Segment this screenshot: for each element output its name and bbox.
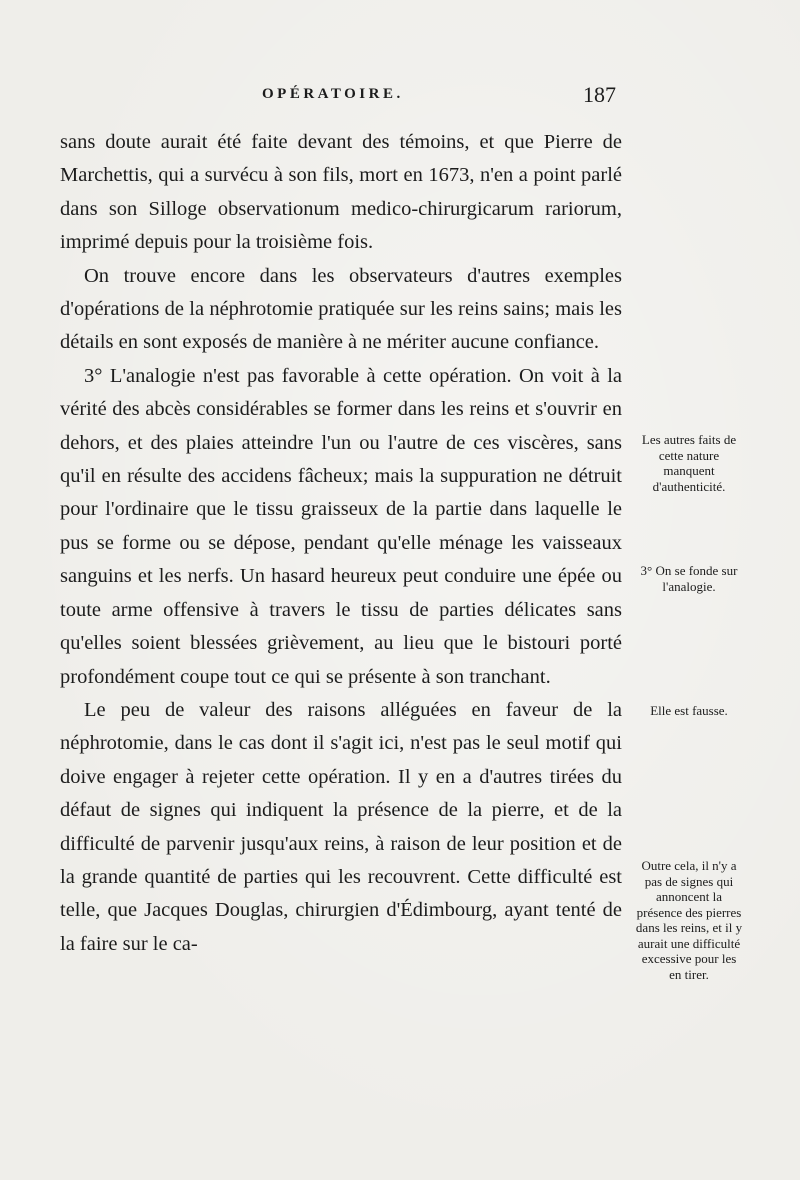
main-text <box>60 126 622 961</box>
running-head: OPÉRATOIRE. <box>262 86 404 102</box>
page-number: 187 <box>583 82 616 107</box>
paragraph-4: Le peu de valeur des raisons alléguées en faveur de la néphrotomie, dans le cas dont il s'agit ici, n'est pas le seul motif qui doive engager à rejeter cette opération. Il y en a d'autres tirées du défaut de signes qui indiquent la présence de la pierre, et de la difficulté de parvenir jusqu'aux reins, à raison de leur position et de la grande quantité de parties qui les recouvrent. Cette difficulté est telle, que Jacques Douglas, chirurgien d'Édimbourg, ayant tenté de la faire sur le ca- <box>60 698 622 955</box>
paragraph-2: On trouve encore dans les observateurs d'autres exemples d'opérations de la néphrotomie pratiquée sur les reins sains; mais les détails en sont exposés de manière à ne mériter aucune confiance. <box>60 264 622 354</box>
margin-note-false: Elle est fausse. <box>650 703 728 718</box>
margin-note-authenticity: Les autres faits de cette nature manquent d'authenticité. <box>641 432 737 494</box>
paragraph-1: sans doute aurait été faite devant des témoins, et que Pierre de Marchettis, qui a survécu à son fils, mort en 1673, n'en a point parlé dans son Silloge observationum medico-chirurgicarum rariorum, imprimé depuis pour la troisième fois. <box>60 131 622 254</box>
page-header <box>0 82 800 112</box>
margin-note-signs: Outre cela, il n'y a pas de signes qui annoncent la présence des pierres dans les reins, et il y aurait une difficulté excessive pour les en tirer. <box>635 858 743 982</box>
paragraph-3: 3° L'analogie n'est pas favorable à cette opération. On voit à la vérité des abcès considérables se former dans les reins et s'ouvrir en dehors, et des plaies atteindre l'un ou l'autre de ces viscères, sans qu'il en résulte des accidens fâcheux; mais la suppuration ne détruit pour l'ordinaire que le tissu graisseux de la partie dans laquelle le pus se forme ou se dépose, pendant qu'elle ménage les vaisseaux sanguins et les nerfs. Un hasard heureux peut conduire une épée ou toute arme offensive à travers le tissu de parties délicates sans qu'elles soient blessées grièvement, au lieu que le bistouri porté profondément coupe tout ce qui se présente à son tranchant. <box>60 364 622 688</box>
margin-note-analogy: 3° On se fonde sur l'analogie. <box>640 563 738 594</box>
